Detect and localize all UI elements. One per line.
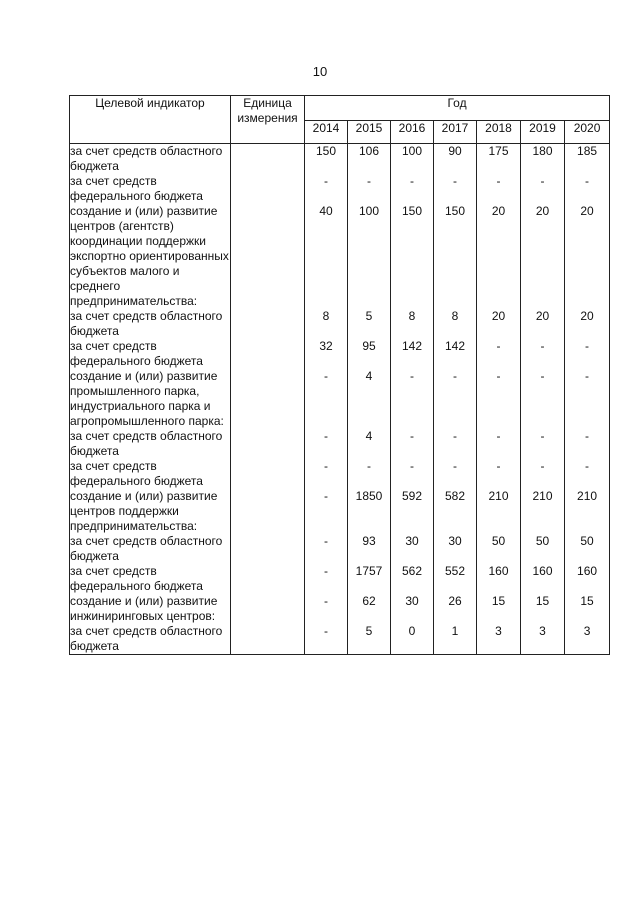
- row-value: -: [565, 174, 610, 204]
- table-row: [70, 429, 610, 459]
- row-value: 1757: [348, 564, 391, 594]
- row-value: 20: [565, 309, 610, 339]
- row-unit: [231, 489, 305, 534]
- row-value: 185: [565, 144, 610, 175]
- row-value: 160: [521, 564, 565, 594]
- table-row: [70, 144, 610, 175]
- row-value: -: [565, 339, 610, 369]
- row-value: 106: [348, 144, 391, 175]
- row-unit: [231, 429, 305, 459]
- table-body: [70, 144, 610, 655]
- header-year: 2020: [565, 121, 610, 144]
- row-value: -: [305, 429, 348, 459]
- row-value: 20: [521, 204, 565, 309]
- row-value: -: [434, 174, 477, 204]
- row-value: 1850: [348, 489, 391, 534]
- row-value: -: [521, 459, 565, 489]
- table-row: [70, 204, 610, 309]
- row-value: 3: [565, 624, 610, 655]
- row-value: 210: [477, 489, 521, 534]
- row-value: -: [391, 369, 434, 429]
- row-value: 40: [305, 204, 348, 309]
- row-label: за счет средств областного бюджета: [70, 624, 231, 655]
- row-value: 562: [391, 564, 434, 594]
- row-value: 15: [477, 594, 521, 624]
- row-unit: [231, 204, 305, 309]
- page-number: 10: [312, 64, 328, 79]
- row-label: за счет средств областного бюджета: [70, 144, 231, 175]
- row-value: 160: [565, 564, 610, 594]
- row-value: 93: [348, 534, 391, 564]
- row-value: -: [477, 429, 521, 459]
- table-row: [70, 459, 610, 489]
- row-value: -: [348, 174, 391, 204]
- row-label: за счет средств областного бюджета: [70, 309, 231, 339]
- header-year: 2016: [391, 121, 434, 144]
- row-label: создание и (или) развитие центров (агентств) координации поддержки экспортно ориентированных субъектов малого и среднего предпринимательства:: [70, 204, 229, 308]
- row-value: -: [477, 459, 521, 489]
- row-value: 1: [434, 624, 477, 655]
- row-value: 5: [348, 309, 391, 339]
- row-value: 3: [477, 624, 521, 655]
- row-value: 20: [477, 204, 521, 309]
- row-value: 30: [391, 534, 434, 564]
- row-label: создание и (или) развитие центров поддержки предпринимательства:: [70, 489, 231, 534]
- row-unit: [231, 564, 305, 594]
- row-value: -: [521, 174, 565, 204]
- row-value: 552: [434, 564, 477, 594]
- row-unit: [231, 594, 305, 624]
- row-value: -: [305, 174, 348, 204]
- row-value: 20: [477, 309, 521, 339]
- row-value: -: [391, 429, 434, 459]
- table-row: [70, 489, 610, 534]
- row-value: -: [391, 174, 434, 204]
- table-row: [70, 174, 610, 204]
- row-value: 100: [348, 204, 391, 309]
- row-value: -: [477, 369, 521, 429]
- row-value: 95: [348, 339, 391, 369]
- row-value: 30: [434, 534, 477, 564]
- row-value: 32: [305, 339, 348, 369]
- table-row: [70, 624, 610, 655]
- row-value: 8: [305, 309, 348, 339]
- row-value: -: [477, 339, 521, 369]
- row-value: 0: [391, 624, 434, 655]
- row-value: 210: [521, 489, 565, 534]
- row-value: -: [565, 369, 610, 429]
- row-value: 150: [305, 144, 348, 175]
- row-value: 180: [521, 144, 565, 175]
- row-value: 100: [391, 144, 434, 175]
- indicators-table: [69, 95, 610, 655]
- header-year: 2015: [348, 121, 391, 144]
- row-unit: [231, 624, 305, 655]
- row-value: 15: [521, 594, 565, 624]
- row-unit: [231, 534, 305, 564]
- table-row: [70, 564, 610, 594]
- row-value: -: [305, 534, 348, 564]
- row-value: 8: [391, 309, 434, 339]
- row-label: за счет средств федерального бюджета: [70, 339, 231, 369]
- row-value: 4: [348, 369, 391, 429]
- header-year: 2017: [434, 121, 477, 144]
- row-value: 8: [434, 309, 477, 339]
- row-value: -: [434, 459, 477, 489]
- row-unit: [231, 459, 305, 489]
- row-value: -: [348, 459, 391, 489]
- row-value: 5: [348, 624, 391, 655]
- table-row: [70, 369, 610, 429]
- row-unit: [231, 339, 305, 369]
- row-value: 210: [565, 489, 610, 534]
- table-row: [70, 594, 610, 624]
- row-value: 142: [391, 339, 434, 369]
- row-unit: [231, 144, 305, 175]
- row-value: 20: [565, 204, 610, 309]
- row-label: создание и (или) развитие промышленного парка, индустриального парка и агропромышленного парка:: [70, 369, 231, 429]
- row-label: за счет средств федерального бюджета: [70, 459, 231, 489]
- row-value: 592: [391, 489, 434, 534]
- row-value: 26: [434, 594, 477, 624]
- row-value: 15: [565, 594, 610, 624]
- row-value: -: [477, 174, 521, 204]
- header-unit: Единица измерения: [231, 96, 305, 144]
- row-value: -: [565, 429, 610, 459]
- row-unit: [231, 369, 305, 429]
- row-value: 142: [434, 339, 477, 369]
- table-row: [70, 339, 610, 369]
- row-value: 3: [521, 624, 565, 655]
- row-unit: [231, 309, 305, 339]
- row-value: -: [305, 459, 348, 489]
- row-value: 20: [521, 309, 565, 339]
- row-value: -: [521, 339, 565, 369]
- row-value: 50: [565, 534, 610, 564]
- row-value: 175: [477, 144, 521, 175]
- table-row: [70, 309, 610, 339]
- row-label: за счет средств областного бюджета: [70, 429, 231, 459]
- header-indicator: Целевой индикатор: [70, 96, 231, 144]
- row-value: -: [305, 564, 348, 594]
- row-unit: [231, 174, 305, 204]
- row-value: 160: [477, 564, 521, 594]
- row-label: за счет средств федерального бюджета: [70, 174, 231, 204]
- row-value: 4: [348, 429, 391, 459]
- row-value: -: [305, 369, 348, 429]
- row-value: 90: [434, 144, 477, 175]
- row-value: -: [521, 429, 565, 459]
- row-value: 50: [521, 534, 565, 564]
- row-value: -: [434, 429, 477, 459]
- row-value: 582: [434, 489, 477, 534]
- row-value: -: [434, 369, 477, 429]
- row-value: 62: [348, 594, 391, 624]
- row-value: -: [521, 369, 565, 429]
- header-year: 2014: [305, 121, 348, 144]
- row-value: -: [305, 489, 348, 534]
- row-value: 150: [434, 204, 477, 309]
- row-label: за счет средств федерального бюджета: [70, 564, 231, 594]
- row-value: 30: [391, 594, 434, 624]
- row-value: -: [305, 624, 348, 655]
- table-header: [70, 96, 610, 144]
- header-year-group: Год: [305, 96, 610, 121]
- row-label: за счет средств областного бюджета: [70, 534, 231, 564]
- row-value: 150: [391, 204, 434, 309]
- header-year: 2018: [477, 121, 521, 144]
- table-row: [70, 534, 610, 564]
- row-value: -: [391, 459, 434, 489]
- row-value: 50: [477, 534, 521, 564]
- row-value: -: [305, 594, 348, 624]
- header-year: 2019: [521, 121, 565, 144]
- row-value: -: [565, 459, 610, 489]
- row-label: создание и (или) развитие инжиниринговых центров:: [70, 594, 231, 624]
